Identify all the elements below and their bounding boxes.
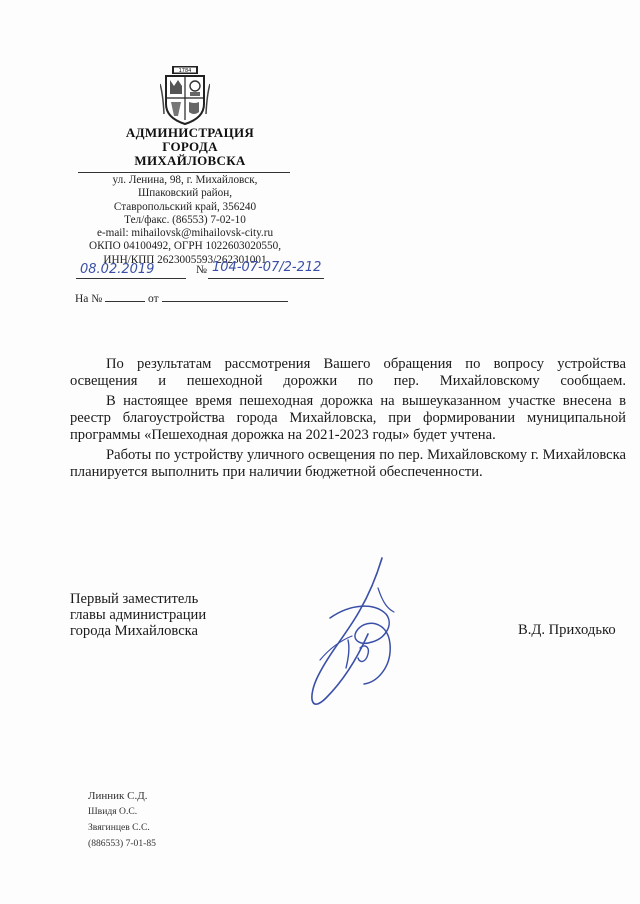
executor-name: Звягинцев С.С. bbox=[88, 822, 150, 833]
signatory-title-line: Первый заместитель bbox=[70, 591, 199, 607]
executors-block bbox=[88, 788, 156, 852]
body-paragraph-2: В настоящее время пешеходная дорожка на вышеуказанном участке внесена в реестр благоустройства города Михайловска, при формировании муниципальной программы «Пешеходная дорожка на 2021-2023 годы» будет учтена. bbox=[70, 393, 626, 443]
coat-of-arms-icon bbox=[160, 64, 210, 126]
reference-date-blank bbox=[162, 291, 288, 302]
number-sign: № bbox=[196, 264, 207, 276]
signatory-title-line: города Михайловска bbox=[70, 623, 199, 639]
reference-number-blank bbox=[105, 291, 145, 302]
signatory-name: В.Д. Приходько bbox=[518, 622, 616, 638]
body-paragraph-3: Работы по устройству уличного освещения по пер. Михайловскому г. Михайловска планируется выполнить при наличии бюджетной обеспеченности. bbox=[70, 447, 626, 480]
number-underline bbox=[208, 278, 324, 279]
org-line-2: ГОРОДА bbox=[162, 139, 218, 154]
okpo-line: ОКПО 04100492, ОГРН 1022603020550, bbox=[88, 240, 281, 253]
executor-phone: (886553) 7-01-85 bbox=[88, 838, 156, 849]
signatory-title-line: главы администрации bbox=[70, 607, 207, 623]
letter-body bbox=[70, 356, 626, 484]
crest-year: 1784 bbox=[178, 68, 192, 74]
address-block bbox=[70, 174, 300, 267]
address-line: Шпаковский район, bbox=[137, 187, 232, 200]
reference-prefix: На № bbox=[75, 293, 103, 305]
organization-name bbox=[80, 126, 300, 168]
header-divider bbox=[78, 172, 290, 173]
email-line: e-mail: mihailovsk@mihailovsk-city.ru bbox=[96, 227, 274, 240]
org-line-1: АДМИНИСТРАЦИЯ bbox=[125, 125, 255, 140]
reference-from: от bbox=[148, 293, 159, 305]
org-line-3: МИХАЙЛОВСКА bbox=[134, 153, 246, 168]
phone-line: Тел/факс. (86553) 7-02-10 bbox=[124, 213, 246, 226]
address-line: Ставропольский край, 356240 bbox=[113, 200, 257, 213]
executor-name: Линник С.Д. bbox=[88, 790, 148, 802]
handwritten-signature bbox=[290, 548, 440, 718]
date-underline bbox=[76, 278, 186, 279]
body-paragraph-1: По результатам рассмотрения Вашего обращения по вопросу устройства освещения и пешеходной дорожки по пер. Михайловскому сообщаем. bbox=[70, 356, 626, 389]
address-line: ул. Ленина, 98, г. Михайловск, bbox=[112, 174, 258, 186]
signatory-title bbox=[70, 591, 206, 639]
executor-name: Швидя О.С. bbox=[88, 806, 138, 817]
handwritten-date: 08.02.2019 bbox=[80, 262, 155, 277]
inn-line: ИНН/КПП 2623005593/262301001 bbox=[103, 253, 267, 266]
handwritten-number: 104-07-07/2-212 bbox=[212, 260, 322, 275]
reference-row bbox=[75, 291, 288, 305]
